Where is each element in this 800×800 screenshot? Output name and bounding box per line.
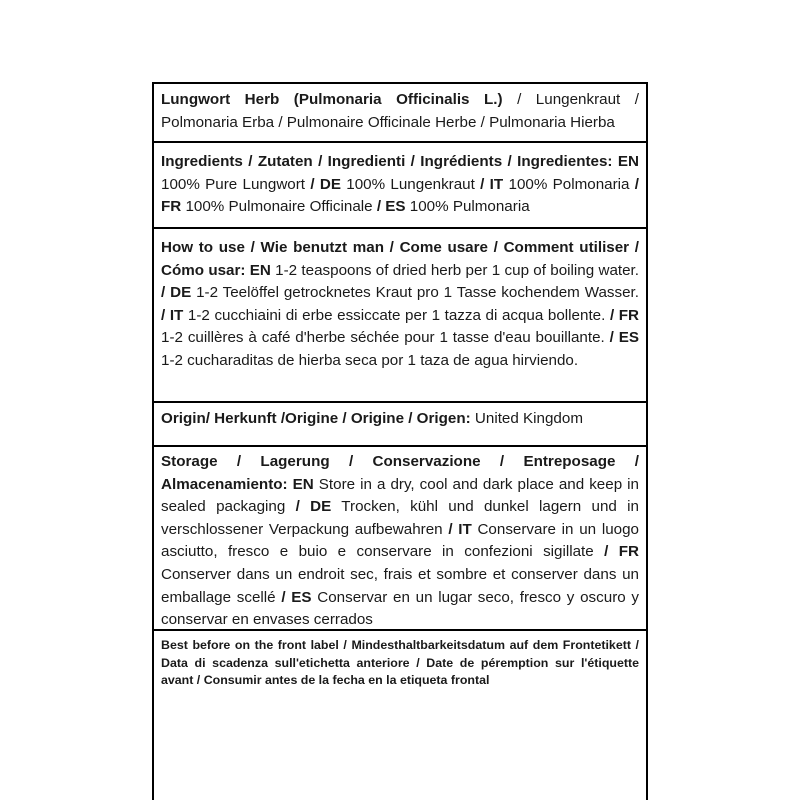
storage-en-text: Store in a dry, cool and dark place and keep in sealed packaging [161, 475, 639, 516]
product-title-translations: / Lungenkraut / Polmonaria Erba / Pulmonaire Officinale Herbe / Pulmonaria Hierba [161, 91, 639, 131]
product-title-latin: Lungwort Herb (Pulmonaria Officinalis L.) [161, 91, 503, 108]
how-to-use-de-text: 1-2 Teelöffel getrocknetes Kraut pro 1 Tasse kochendem Wasser. [191, 284, 639, 302]
storage-de-text: Trocken, kühl und dunkel lagern und in verschlossener Verpackung aufbewahren [161, 498, 640, 538]
best-before-section [154, 637, 646, 690]
ingredients-de-text: 100% Lungenkraut [340, 175, 481, 193]
section-divider [154, 227, 646, 229]
section-divider [154, 629, 646, 631]
product-title-section [154, 89, 646, 134]
storage-it-code: / IT [448, 520, 472, 538]
ingredients-section [154, 151, 646, 219]
how-to-use-fr-text: 1-2 cuillères à café d'herbe séchée pour 1 tasse d'eau bouillante. [161, 329, 610, 347]
origin-section [154, 408, 646, 431]
how-to-use-section [154, 237, 646, 373]
storage-es-code: / ES [281, 588, 312, 606]
storage-de-code: / DE [295, 498, 332, 516]
ingredients-fr-code: / FR [161, 175, 640, 216]
ingredients-es-text: 100% Pulmonaria [405, 198, 530, 216]
product-label [152, 82, 648, 800]
how-to-use-it-code: / IT [161, 306, 184, 324]
storage-heading: Storage / Lagerung / Conservazione / Entreposage / Almacenamiento: [161, 453, 639, 493]
how-to-use-heading: How to use / Wie benutzt man / Come usare / Comment utiliser / Cómo usar: [161, 239, 639, 279]
storage-fr-text: Conserver dans un endroit sec, frais et sombre et conserver dans un emballage scellé [161, 565, 639, 606]
section-divider [154, 401, 646, 403]
storage-it-text: Conservare in un luogo asciutto, fresco e buio e conservare in confezioni sigillate [161, 520, 639, 561]
how-to-use-en-text: 1-2 teaspoons of dried herb per 1 cup of boiling water. [270, 261, 639, 279]
storage-section [154, 451, 646, 632]
ingredients-it-code: / IT [480, 175, 504, 193]
section-divider [154, 445, 646, 447]
how-to-use-it-text: 1-2 cucchiaini di erbe essiccate per 1 tazza di acqua bollente. [183, 306, 610, 324]
ingredients-es-code: / ES [376, 198, 406, 216]
storage-fr-code: / FR [604, 543, 639, 561]
ingredients-en-code: EN [612, 153, 639, 170]
how-to-use-es-text: 1-2 cucharaditas de hierba seca por 1 taza de agua hirviendo. [161, 351, 579, 369]
origin-heading: Origin/ Herkunft /Origine / Origine / Origen: [161, 410, 471, 427]
ingredients-de-code: / DE [310, 175, 341, 193]
best-before-text: Best before on the front label / Mindesthaltbarkeitsdatum auf dem Frontetikett / Data di scadenza sull'etichetta anteriore / Date de péremption sur l'étiquette avant / Consumir antes de la fecha en la etiqueta frontal [161, 638, 639, 688]
how-to-use-fr-code: / FR [609, 306, 639, 324]
section-divider [154, 141, 646, 143]
how-to-use-de-code: / DE [161, 284, 192, 302]
ingredients-fr-text: 100% Pulmonaire Officinale [181, 198, 377, 216]
ingredients-it-text: 100% Polmonaria [503, 175, 635, 193]
origin-value: United Kingdom [470, 410, 583, 427]
storage-es-text: Conservar en un lugar seco, fresco y oscuro y conservar en envases cerrados [161, 588, 639, 629]
ingredients-heading: Ingredients / Zutaten / Ingredienti / Ingrédients / Ingredientes: [161, 153, 613, 170]
how-to-use-en-code: EN [245, 261, 271, 279]
how-to-use-es-code: / ES [609, 329, 639, 347]
storage-en-code: EN [287, 475, 314, 493]
ingredients-en-text: 100% Pure Lungwort [161, 175, 311, 193]
